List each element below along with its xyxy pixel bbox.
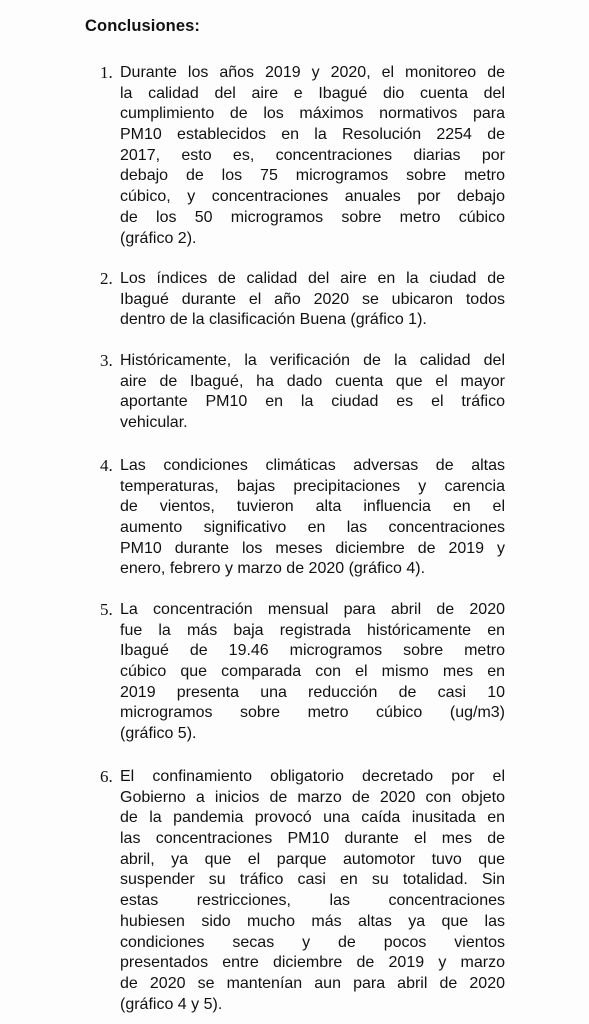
- text-line: fue la más baja registrada históricamente en: [120, 621, 505, 639]
- text-line: 2017, esto es, concentraciones diarias por: [120, 146, 505, 164]
- text-line: presentados entre diciembre de 2019 y marzo: [120, 954, 505, 972]
- text-line: microgramos sobre metro cúbico (ug/m3): [120, 704, 505, 722]
- item-number: 4.: [100, 456, 113, 475]
- text-line: Durante los años 2019 y 2020, el monitoreo de: [120, 64, 505, 81]
- item-number: 3.: [100, 351, 113, 370]
- item-number: 2.: [100, 269, 113, 288]
- text-line: El confinamiento obligatorio decretado por el: [120, 768, 505, 785]
- text-line: vehicular.: [120, 414, 188, 432]
- item-number: 1.: [100, 63, 113, 82]
- text-line: (gráfico 5).: [120, 725, 197, 743]
- item-text: [120, 63, 505, 249]
- text-line: PM10 durante los meses diciembre de 2019 y: [120, 539, 505, 557]
- text-line: Históricamente, la verificación de la calidad del: [120, 352, 505, 369]
- text-line: de la pandemia provocó una caída inusitada en: [120, 809, 505, 827]
- text-line: Los índices de calidad del aire en la ciudad de: [120, 270, 505, 287]
- item-text: [120, 269, 505, 331]
- text-line: suspender su tráfico casi en su totalidad. Sin: [120, 871, 505, 889]
- text-line: aire de Ibagué, ha dado cuenta que el mayor: [120, 372, 505, 390]
- text-line: Ibagué de 19.46 microgramos sobre metro: [120, 642, 505, 660]
- text-line: 2019 presenta una reducción de casi 10: [120, 683, 505, 701]
- text-line: cúbico, y concentraciones anuales por debajo: [120, 188, 505, 206]
- text-line: Ibagué durante el año 2020 se ubicaron todos: [120, 290, 505, 308]
- item-text: [120, 767, 505, 1015]
- text-line: abril, ya que el parque automotor tuvo que: [120, 850, 505, 868]
- text-line: (gráfico 4 y 5).: [120, 995, 223, 1013]
- text-line: de vientos, tuvieron alta influencia en el: [120, 498, 505, 516]
- text-line: de los 50 microgramos sobre metro cúbico: [120, 208, 505, 226]
- item-text: [120, 600, 505, 745]
- text-line: Gobierno a inicios de marzo de 2020 con objeto: [120, 788, 505, 806]
- item-number: 6.: [100, 767, 113, 786]
- item-number: 5.: [100, 600, 113, 619]
- text-line: temperaturas, bajas precipitaciones y carencia: [120, 477, 505, 495]
- text-line: La concentración mensual para abril de 2020: [120, 601, 505, 618]
- text-line: de 2020 se mantenían aun para abril de 2020: [120, 974, 505, 992]
- text-line: (gráfico 2).: [120, 229, 197, 247]
- text-line: las concentraciones PM10 durante el mes de: [120, 830, 505, 848]
- text-line: cumplimiento de los máximos normativos para: [120, 105, 505, 123]
- text-line: debajo de los 75 microgramos sobre metro: [120, 167, 505, 185]
- text-line: PM10 establecidos en la Resolución 2254 de: [120, 126, 505, 144]
- item-text: [120, 351, 505, 434]
- text-line: cúbico que comparada con el mismo mes en: [120, 663, 505, 681]
- text-line: aumento significativo en las concentraciones: [120, 519, 505, 537]
- section-heading: Conclusiones:: [85, 17, 200, 35]
- text-line: dentro de la clasificación Buena (gráfico 1).: [120, 311, 427, 329]
- text-line: Las condiciones climáticas adversas de altas: [120, 457, 505, 474]
- text-line: aportante PM10 en la ciudad es el tráfico: [120, 393, 505, 411]
- item-text: [120, 456, 505, 580]
- text-line: la calidad del aire e Ibagué dio cuenta del: [120, 84, 505, 102]
- text-line: estas restricciones, las concentraciones: [120, 892, 505, 910]
- text-line: hubiesen sido mucho más altas ya que las: [120, 912, 505, 930]
- text-line: enero, febrero y marzo de 2020 (gráfico 4).: [120, 560, 426, 578]
- text-line: condiciones secas y de pocos vientos: [120, 933, 505, 951]
